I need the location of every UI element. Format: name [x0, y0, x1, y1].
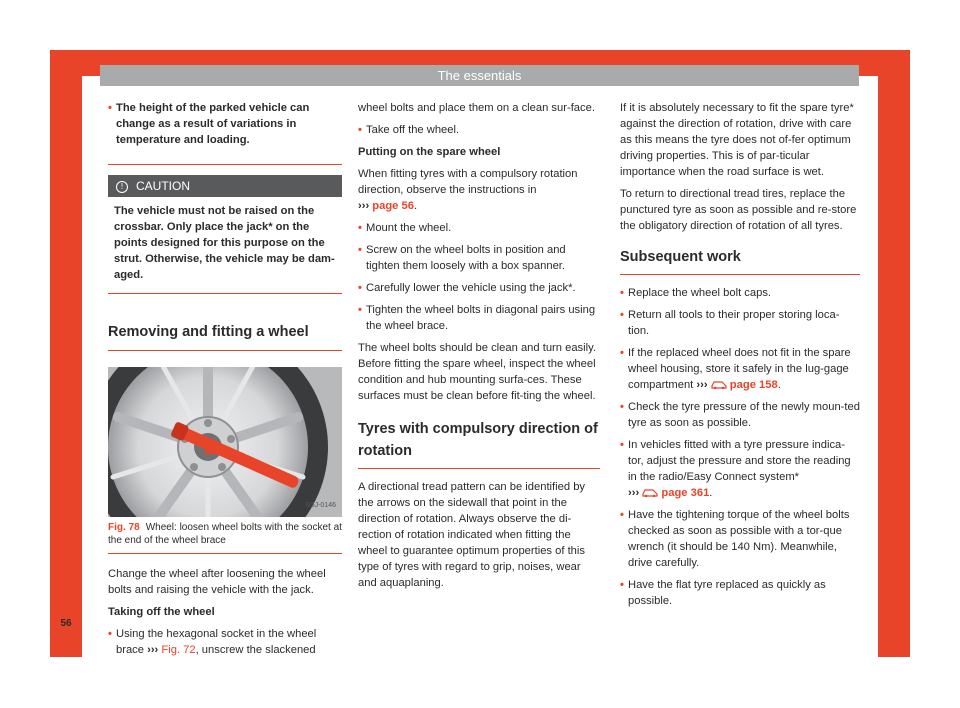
list-item-text: If the replaced wheel does not fit in the spare wheel housing, store it safely in the lug-gage compartment [628, 347, 851, 391]
subheading-putting-on-spare: Putting on the spare wheel [358, 146, 501, 158]
paragraph-text: When fitting tyres with a compulsory rotation direction, observe the instructions in [358, 168, 578, 196]
list-item: • Tighten the wheel bolts in diagonal pairs using the wheel brace. [358, 302, 600, 334]
wheel-illustration [108, 367, 342, 517]
page-reference-link[interactable] [372, 200, 414, 212]
column-3 [620, 100, 860, 615]
list-item: • Have the tightening torque of the wheel bolts checked as soon as possible with a tor-que wrench (it should be 140 Nm). Meanwhile, drive carefully. [620, 507, 860, 571]
paragraph: If it is absolutely necessary to fit the spare tyre* against the direction of rotation, drive with care as this means the tyre does not of-fer optimum driving properties. This is of par-ticular importance when the road surface is wet. [620, 102, 854, 178]
note-bullet: • The height of the parked vehicle can change as a result of variations in temperature and loading. [108, 100, 342, 148]
ref-arrow: ››› [358, 200, 370, 212]
page-number: 56 [60, 618, 72, 629]
list-item: • Mount the wheel. [358, 220, 600, 236]
page-reference-link[interactable] [727, 379, 778, 391]
caution-text: The vehicle must not be raised on the crossbar. Only place the jack* on the points designed for this purpose on the strut. Otherwise, the vehicle may be dam-aged. [108, 203, 342, 294]
car-book-icon [642, 487, 658, 497]
list-item: • Screw on the wheel bolts in position and tighten them loosely with a box spanner. [358, 242, 600, 274]
column-1 [108, 100, 342, 664]
caution-header [108, 175, 342, 197]
subheading-taking-off-wheel: Taking off the wheel [108, 606, 215, 618]
paragraph [358, 166, 600, 214]
info-circle-icon: ! [116, 181, 128, 193]
column-2 [358, 100, 600, 597]
caution-title: CAUTION [136, 179, 190, 193]
section-title-subsequent-work: Subsequent work [620, 246, 860, 275]
figure-wheel-image [108, 367, 342, 517]
punctuation: . [777, 379, 781, 391]
page-reference-text: page 56 [372, 200, 414, 212]
figure-caption [108, 521, 342, 554]
list-item: • Check the tyre pressure of the newly moun-ted tyre as soon as possible. [620, 399, 860, 431]
list-item: • Carefully lower the vehicle using the jack*. [358, 280, 600, 296]
paragraph-continued: wheel bolts and place them on a clean sur-face. [358, 102, 595, 114]
section-title-removing-wheel: Removing and fitting a wheel [108, 322, 342, 351]
list-item-text: In vehicles fitted with a tyre pressure indica-tor, adjust the pressure and store the reading in the radio/Easy Connect system* [628, 439, 851, 483]
ref-arrow: ››› [628, 487, 640, 499]
ref-arrow: ››› [147, 644, 159, 656]
ref-arrow: ››› [696, 379, 708, 391]
figure-reference-link[interactable]: Fig. 72 [161, 644, 196, 656]
caution-box [108, 175, 342, 294]
punctuation: . [413, 200, 418, 212]
list-item [620, 437, 860, 501]
paragraph: To return to directional tread tires, replace the punctured tyre as soon as possible and re-store the obligatory direction of rotation of all tyres. [620, 188, 857, 232]
note-block [108, 100, 342, 165]
paragraph: Change the wheel after loosening the wheel bolts and raising the vehicle with the jack. [108, 568, 326, 596]
list-item: • Replace the wheel bolt caps. [620, 285, 860, 301]
list-item [620, 345, 860, 393]
list-item: • Take off the wheel. [358, 122, 600, 138]
list-item: • Return all tools to their proper storing loca-tion. [620, 307, 860, 339]
list-item-text: Using the hexagonal socket in the wheel brace [116, 628, 317, 656]
page-reference-text: page 361 [658, 487, 710, 499]
list-item-text-end: , unscrew the slackened [195, 644, 316, 656]
paragraph: The wheel bolts should be clean and turn easily. Before fitting the spare wheel, inspect the wheel condition and hub mounting surfa-ces. These surfaces must be clean before fit-ting the wheel. [358, 342, 596, 402]
list-item [108, 626, 342, 658]
paragraph: A directional tread pattern can be identified by the arrows on the sidewall that point in the direction of rotation. Always observe the di-rection of rotation indicated when fitting the wheel to guarantee optimum properties of this type of tyres with regard to grip, noises, wear and aquaplaning. [358, 481, 586, 589]
list-item: • Have the flat tyre replaced as quickly as possible. [620, 577, 860, 609]
figure-code: B5J-0146 [306, 502, 336, 509]
page-reference-text: page 158 [726, 379, 778, 391]
page-header: The essentials [100, 65, 859, 86]
figure-number: Fig. 78 [108, 522, 140, 533]
section-title-directional-tyres: Tyres with compulsory direction of rotation [358, 418, 600, 469]
punctuation: . [709, 487, 713, 499]
page-reference-link[interactable] [658, 487, 709, 499]
figure-caption-text: Wheel: loosen wheel bolts with the socket at the end of the wheel brace [108, 522, 342, 546]
car-book-icon [711, 379, 727, 389]
